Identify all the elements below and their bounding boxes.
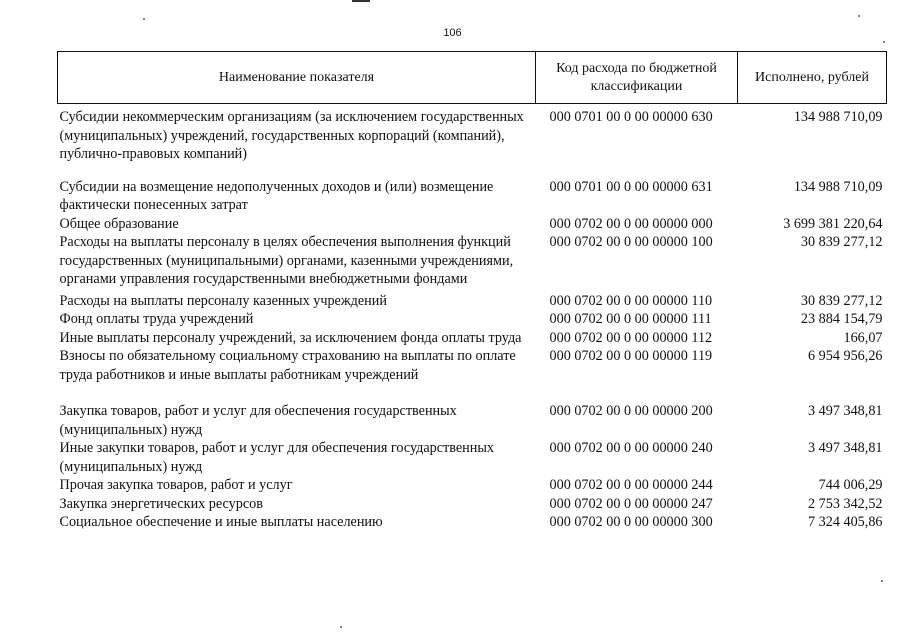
table-row: [58, 215, 887, 234]
table-row: [58, 476, 887, 495]
row-name: Прочая закупка товаров, работ и услуг: [59, 477, 293, 493]
table-row: [58, 495, 887, 514]
header-name: Наименование показателя: [58, 52, 536, 104]
row-amount: 7 324 405,86: [808, 514, 883, 530]
row-code: 000 0702 00 0 00 00000 110: [549, 292, 713, 309]
table-row: [58, 402, 887, 439]
table-row: [58, 292, 887, 311]
table-header-row: [58, 52, 887, 104]
row-code: 000 0702 00 0 00 00000 247: [549, 495, 713, 512]
scan-speck: [883, 41, 885, 43]
row-name: Субсидии на возмещение недополученных доходов и (или) возмещение фактически понесенных затрат: [59, 178, 494, 213]
row-name: Фонд оплаты труда учреждений: [59, 311, 254, 327]
table-row: [58, 310, 887, 329]
row-name: Взносы по обязательному социальному страхованию на выплаты по оплате труда работников и иные выплаты работникам учреждений: [59, 348, 516, 383]
row-amount: 30 839 277,12: [800, 234, 883, 250]
row-code: 000 0702 00 0 00 00000 244: [549, 477, 713, 493]
scan-speck: [340, 626, 342, 628]
row-amount: 3 699 381 220,64: [783, 215, 883, 232]
row-name: Иные закупки товаров, работ и услуг для обеспечения государственных (муниципальных) нужд: [59, 440, 494, 475]
row-code: 000 0702 00 0 00 00000 000: [549, 215, 713, 232]
scan-speck: [858, 15, 860, 17]
row-name: Расходы на выплаты персоналу в целях обеспечения выполнения функций государственных (муниципальными) органами, казенными учреждениями, органами управления государственными внебюджетными фондами: [59, 234, 514, 287]
budget-table: [57, 51, 887, 532]
row-name: Закупка товаров, работ и услуг для обеспечения государственных (муниципальных) нужд: [59, 403, 457, 438]
table-row: [58, 178, 887, 215]
row-name: Общее образование: [59, 215, 179, 232]
row-amount: 6 954 956,26: [808, 348, 883, 364]
row-name: Субсидии некоммерческим организациям (за исключением государственных (муниципальных) учреждений, государственных корпораций (компаний), публично-правовых компаний): [59, 109, 524, 162]
row-amount: 3 497 348,81: [808, 403, 883, 419]
row-amount: 30 839 277,12: [800, 292, 883, 309]
row-amount: 134 988 710,09: [793, 178, 883, 195]
row-name: Иные выплаты персоналу учреждений, за исключением фонда оплаты труда: [59, 329, 522, 346]
row-amount: 2 753 342,52: [808, 495, 883, 512]
row-code: 000 0701 00 0 00 00000 631: [549, 178, 713, 195]
scan-mark: [352, 0, 370, 2]
page-number: 106: [443, 27, 462, 39]
header-code: Код расхода по бюджетной классификации: [536, 52, 738, 104]
row-amount: 744 006,29: [818, 477, 883, 493]
row-code: 000 0702 00 0 00 00000 112: [549, 329, 713, 346]
row-amount: 23 884 154,79: [800, 311, 883, 327]
row-code: 000 0702 00 0 00 00000 100: [549, 234, 713, 250]
row-code: 000 0702 00 0 00 00000 119: [549, 348, 713, 364]
table-row: [58, 439, 887, 476]
row-code: 000 0702 00 0 00 00000 240: [549, 440, 713, 456]
table-row: [58, 347, 887, 402]
table-row: [58, 104, 887, 178]
scan-speck: [143, 18, 145, 20]
row-code: 000 0701 00 0 00 00000 630: [549, 109, 713, 125]
row-code: 000 0702 00 0 00 00000 111: [549, 311, 712, 327]
row-amount: 134 988 710,09: [793, 109, 883, 125]
table-row: [58, 329, 887, 348]
header-amount: Исполнено, рублей: [738, 52, 887, 104]
row-name: Закупка энергетических ресурсов: [59, 495, 263, 512]
row-name: Социальное обеспечение и иные выплаты населению: [59, 514, 383, 530]
table-row: [58, 233, 887, 292]
table-row: [58, 513, 887, 532]
row-name: Расходы на выплаты персоналу казенных учреждений: [59, 292, 387, 309]
scan-speck: [881, 580, 883, 582]
row-amount: 166,07: [843, 329, 883, 346]
row-code: 000 0702 00 0 00 00000 200: [549, 403, 713, 419]
row-amount: 3 497 348,81: [808, 440, 883, 456]
row-code: 000 0702 00 0 00 00000 300: [549, 514, 713, 530]
